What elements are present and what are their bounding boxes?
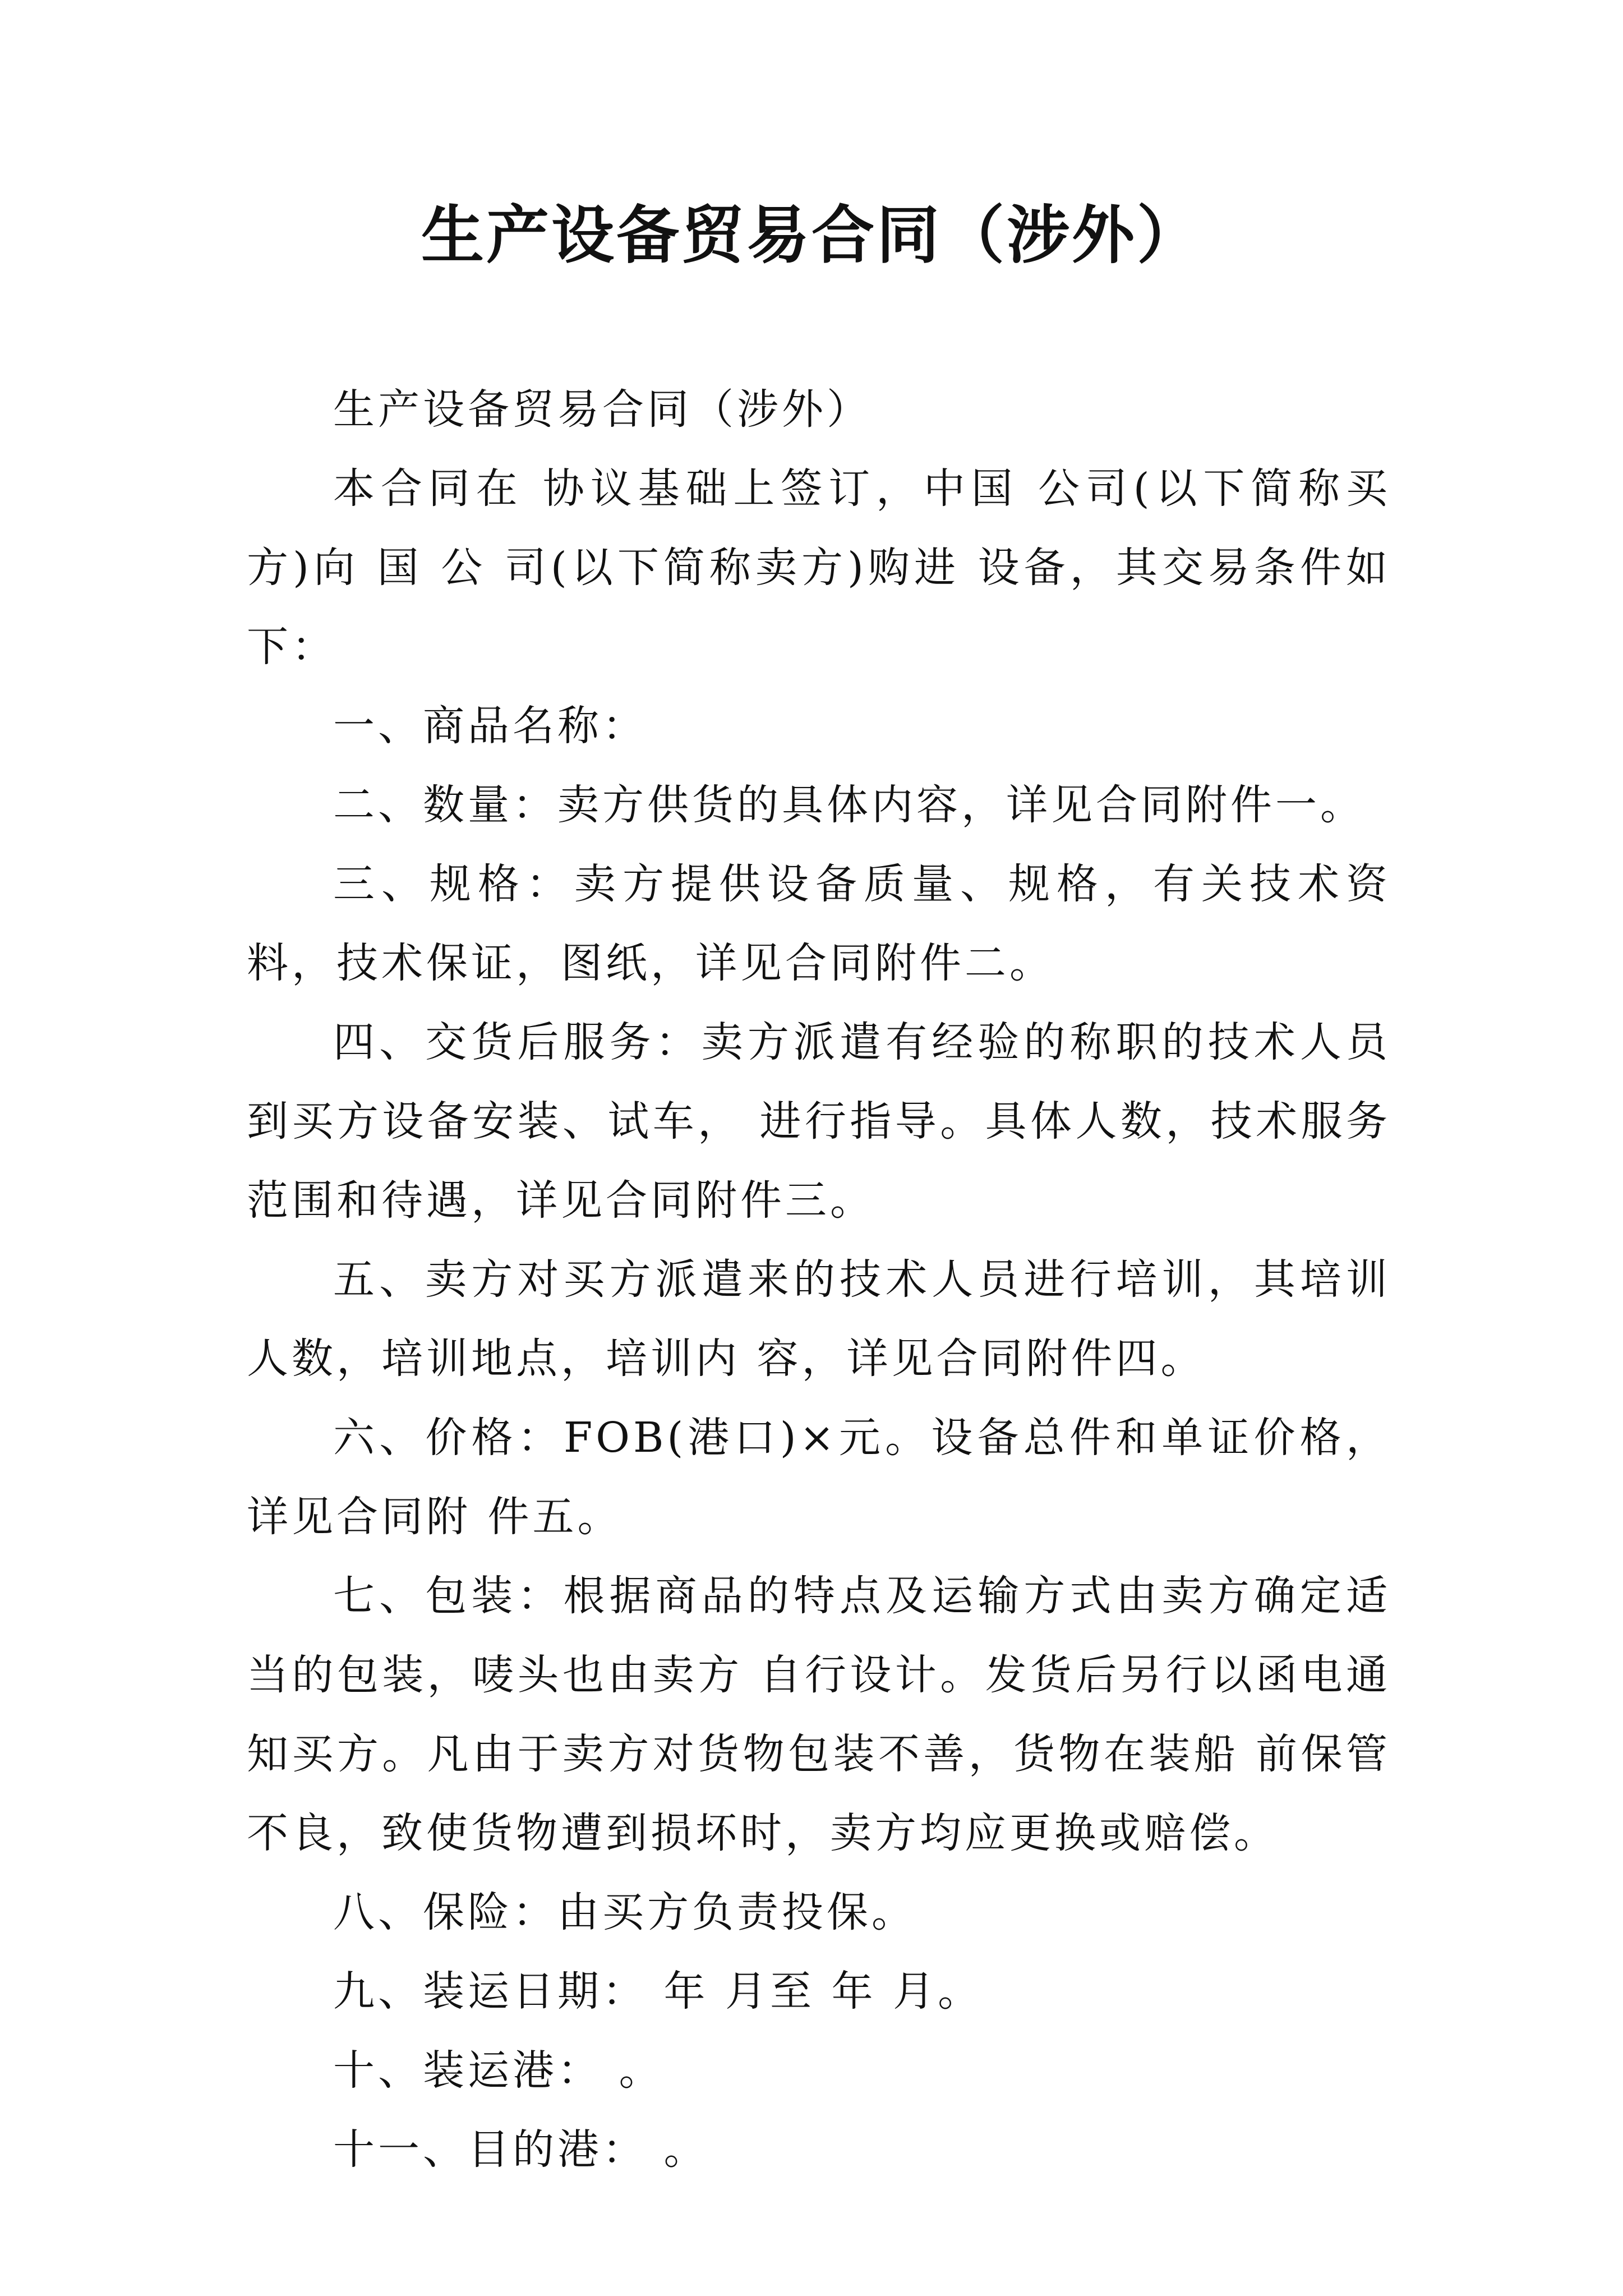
document-title: 生产设备贸易合同（涉外） bbox=[421, 199, 1202, 272]
clause-1-product-name: 一、商品名称： bbox=[333, 702, 647, 750]
clause-7-packing: 七、包装：根据商品的特点及运输方式由卖方确定适当的包装，唛头也由卖方 自行设计。发货后另行以函电通知买方。凡由于卖方对货物包装不善，货物在装船 前保管不良，致使货物遭到损坏时，卖方均应更换或赔偿。 bbox=[247, 1572, 1391, 1857]
clause-9-shipment-date: 九、装运日期： 年 月至 年 月。 bbox=[333, 1967, 983, 2016]
document-body bbox=[247, 370, 1391, 2189]
clause-11-port-of-destination: 十一、目的港： 。 bbox=[333, 2125, 709, 2174]
clause-10-port-of-loading: 十、装运港： 。 bbox=[333, 2046, 664, 2095]
clause-4-after-delivery-service: 四、交货后服务：卖方派遣有经验的称职的技术人员到买方设备安装、试车， 进行指导。具体人数，技术服务范围和待遇，详见合同附件三。 bbox=[247, 1018, 1391, 1225]
clause-8-insurance: 八、保险：由买方负责投保。 bbox=[333, 1888, 916, 1936]
paragraph-intro: 本合同在 协议基础上签订，中国 公司(以下简称买方)向 国 公 司(以下简称卖方)购进 设备，其交易条件如下： bbox=[247, 464, 1391, 671]
paragraph-heading: 生产设备贸易合同（涉外） bbox=[333, 385, 872, 434]
clause-2-quantity: 二、数量：卖方供货的具体内容，详见合同附件一。 bbox=[333, 781, 1365, 829]
clause-3-specification: 三、规格：卖方提供设备质量、规格，有关技术资料，技术保证，图纸，详见合同附件二。 bbox=[247, 860, 1391, 987]
clause-5-training: 五、卖方对买方派遣来的技术人员进行培训，其培训人数，培训地点，培训内 容，详见合同附件四。 bbox=[247, 1255, 1391, 1383]
clause-6-price: 六、价格：FOB(港口)×元。设备总件和单证价格，详见合同附 件五。 bbox=[247, 1414, 1391, 1541]
